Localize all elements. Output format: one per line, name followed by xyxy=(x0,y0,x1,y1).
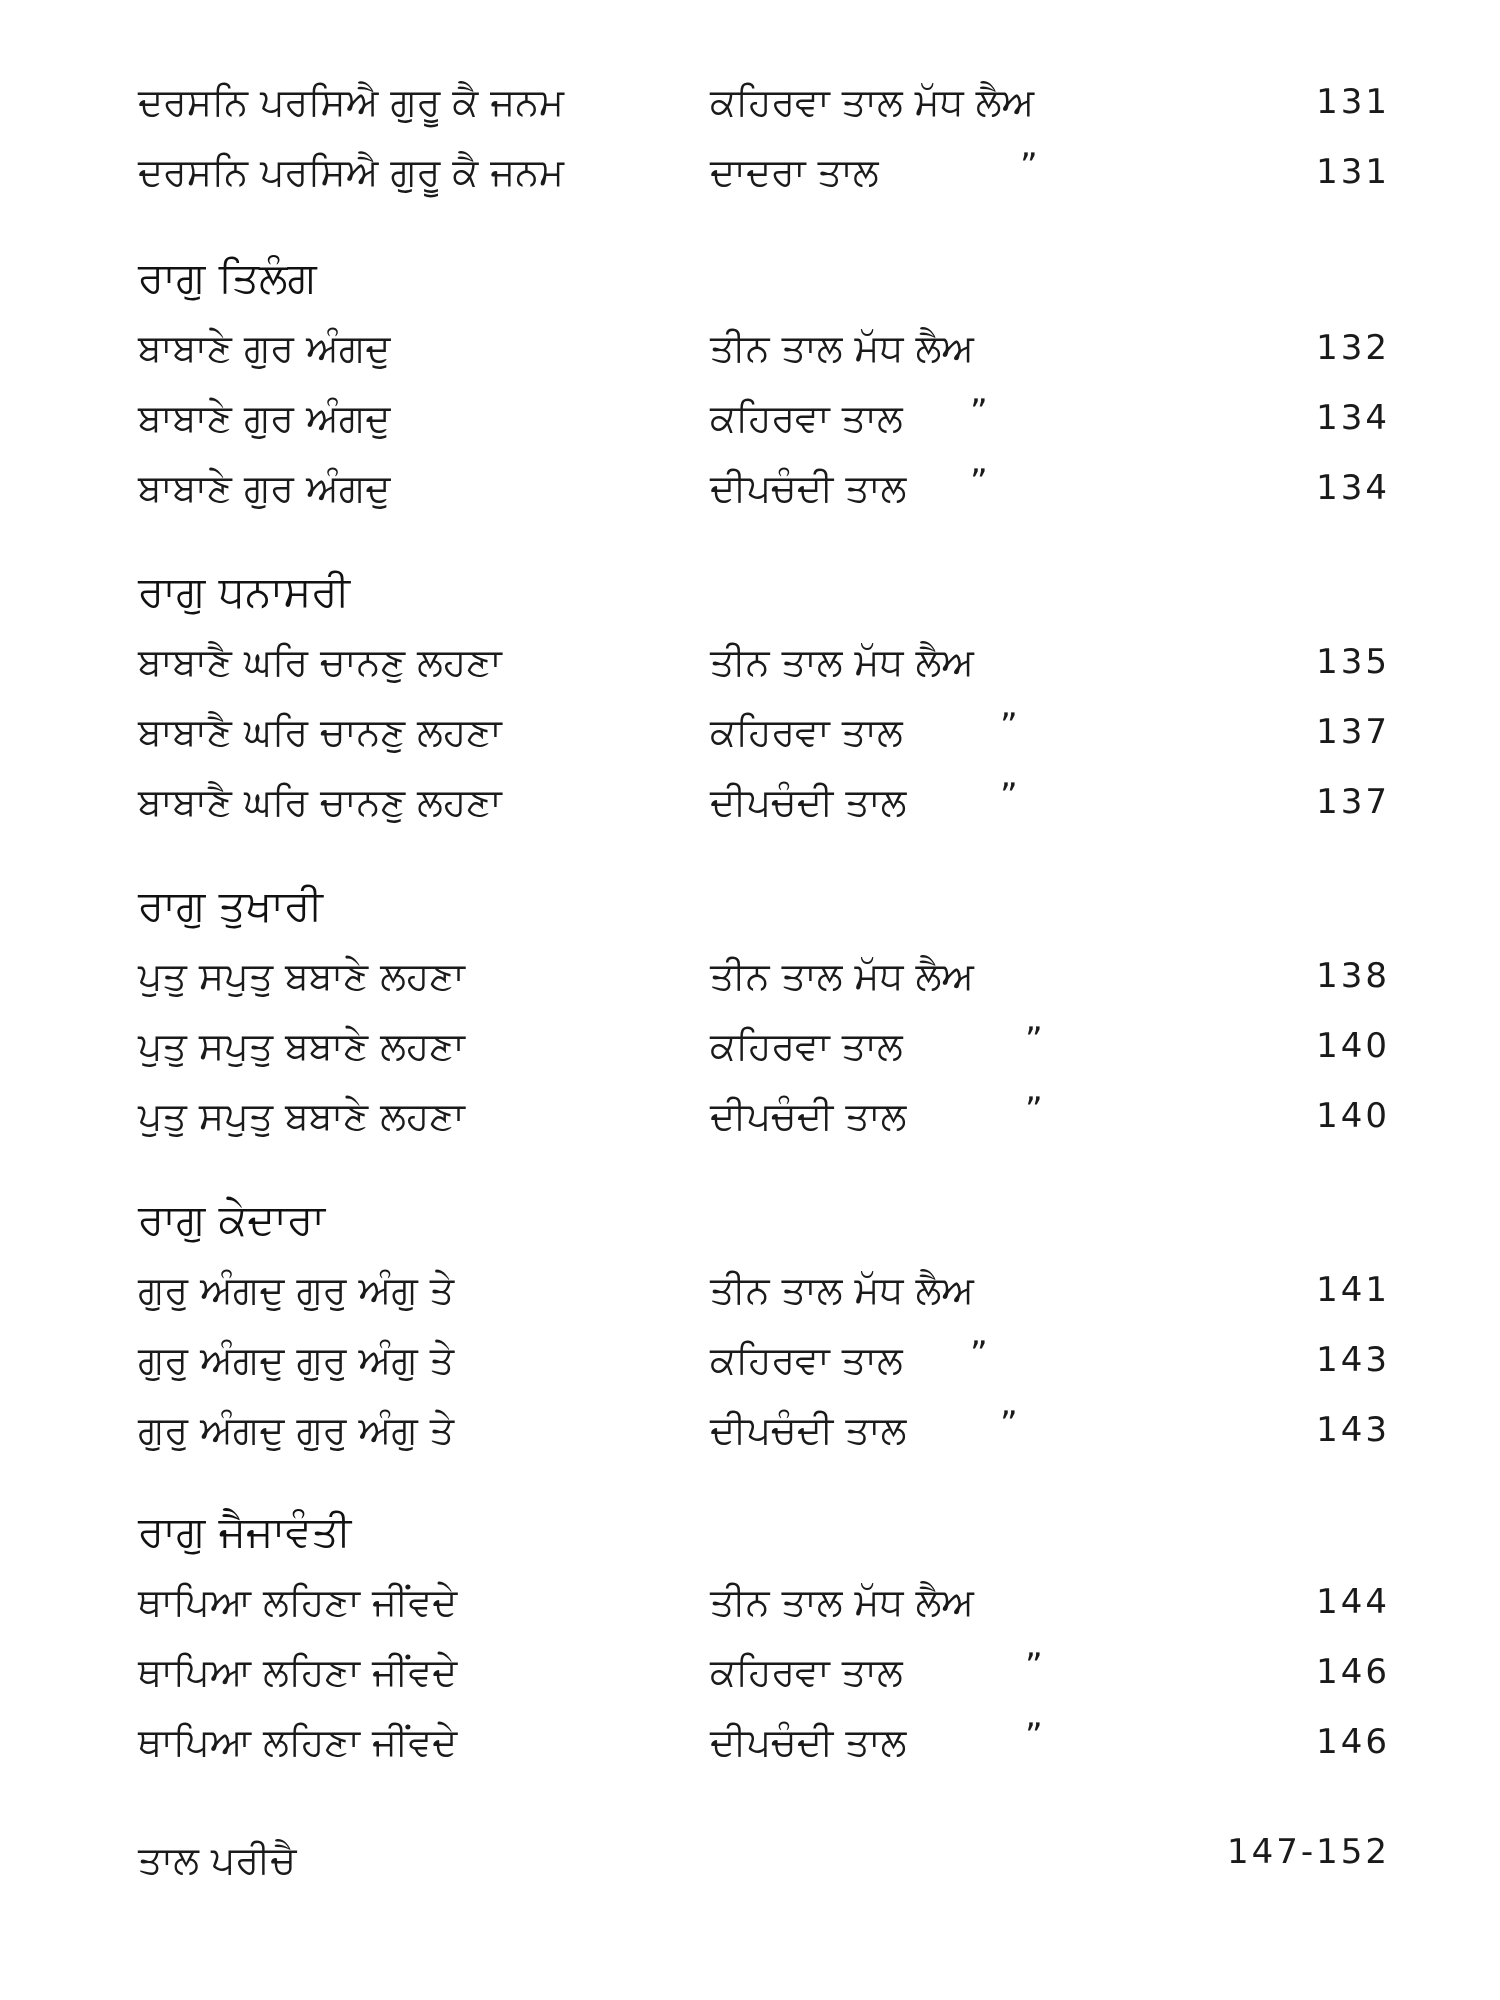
ditto-mark: ” xyxy=(1025,1646,1043,1686)
ditto-mark: ” xyxy=(1025,1716,1043,1756)
ditto-mark: ” xyxy=(970,392,988,432)
entry-page: 137 xyxy=(1316,782,1390,822)
entry-tal: ਕਹਿਰਵਾ ਤਾਲ xyxy=(710,1338,903,1382)
toc-entry xyxy=(0,1712,1500,1772)
entry-title: ਬਾਬਾਣੈ ਘਰਿ ਚਾਨਣੁ ਲਹਣਾ xyxy=(138,780,502,824)
entry-tal: ਕਹਿਰਵਾ ਤਾਲ xyxy=(710,396,903,440)
entry-tal: ਕਹਿਰਵਾ ਤਾਲ xyxy=(710,1024,903,1068)
entry-page: 143 xyxy=(1316,1340,1390,1380)
entry-tal: ਕਹਿਰਵਾ ਤਾਲ xyxy=(710,1650,903,1694)
entry-title: ਗੁਰੁ ਅੰਗਦੁ ਗੁਰੁ ਅੰਗੁ ਤੇ xyxy=(138,1338,455,1382)
footer-entry-pages: 147-152 xyxy=(1226,1832,1390,1872)
toc-entry xyxy=(0,1260,1500,1320)
entry-page: 146 xyxy=(1316,1722,1390,1762)
entry-page: 134 xyxy=(1316,468,1390,508)
section-heading-jaijawanti: ਰਾਗੁ ਜੈਜਾਵੰਤੀ xyxy=(138,1507,352,1556)
entry-title: ਥਾਪਿਆ ਲਹਿਣਾ ਜੀਂਵਦੇ xyxy=(138,1650,458,1694)
entry-page: 132 xyxy=(1316,328,1390,368)
toc-entry xyxy=(0,388,1500,448)
entry-title: ਦਰਸਨਿ ਪਰਸਿਐ ਗੁਰੂ ਕੈ ਜਨਮ xyxy=(138,80,564,124)
entry-tal: ਤੀਨ ਤਾਲ ਮੱਧ ਲੈਅ xyxy=(710,1580,974,1624)
toc-entry xyxy=(0,1400,1500,1460)
entry-page: 131 xyxy=(1316,82,1390,122)
entry-page: 140 xyxy=(1316,1026,1390,1066)
section-heading-kedara: ਰਾਗੁ ਕੇਦਾਰਾ xyxy=(138,1195,326,1244)
section-heading-tukhari: ਰਾਗੁ ਤੁਖਾਰੀ xyxy=(138,881,323,930)
toc-entry xyxy=(0,1642,1500,1702)
entry-title: ਬਾਬਾਣੇ ਗੁਰ ਅੰਗਦੁ xyxy=(138,396,391,440)
entry-title: ਦਰਸਨਿ ਪਰਸਿਐ ਗੁਰੂ ਕੈ ਜਨਮ xyxy=(138,150,564,194)
entry-page: 146 xyxy=(1316,1652,1390,1692)
entry-page: 143 xyxy=(1316,1410,1390,1450)
entry-tal: ਕਹਿਰਵਾ ਤਾਲ xyxy=(710,710,903,754)
entry-tal: ਕਹਿਰਵਾ ਤਾਲ ਮੱਧ ਲੈਅ xyxy=(710,80,1035,124)
entry-title: ਪੁਤੁ ਸਪੁਤੁ ਬਬਾਣੇ ਲਹਣਾ xyxy=(138,1024,465,1068)
entry-page: 141 xyxy=(1316,1270,1390,1310)
entry-title: ਥਾਪਿਆ ਲਹਿਣਾ ਜੀਂਵਦੇ xyxy=(138,1580,458,1624)
toc-entry xyxy=(0,702,1500,762)
entry-tal: ਤੀਨ ਤਾਲ ਮੱਧ ਲੈਅ xyxy=(710,326,974,370)
entry-title: ਬਾਬਾਣੈ ਘਰਿ ਚਾਨਣੁ ਲਹਣਾ xyxy=(138,710,502,754)
entry-title: ਗੁਰੁ ਅੰਗਦੁ ਗੁਰੁ ਅੰਗੁ ਤੇ xyxy=(138,1268,455,1312)
entry-title: ਪੁਤੁ ਸਪੁਤੁ ਬਬਾਣੇ ਲਹਣਾ xyxy=(138,1094,465,1138)
entry-page: 144 xyxy=(1316,1582,1390,1622)
toc-entry xyxy=(0,1330,1500,1390)
ditto-mark: ” xyxy=(1000,1404,1018,1444)
toc-entry xyxy=(0,772,1500,832)
section-heading-dhanasari: ਰਾਗੁ ਧਨਾਸਰੀ xyxy=(138,567,351,616)
toc-entry xyxy=(0,1016,1500,1076)
footer-entry-title: ਤਾਲ ਪਰੀਚੈ xyxy=(138,1838,297,1882)
entry-title: ਪੁਤੁ ਸਪੁਤੁ ਬਬਾਣੇ ਲਹਣਾ xyxy=(138,954,465,998)
entry-page: 131 xyxy=(1316,152,1390,192)
entry-title: ਬਾਬਾਣੇ ਗੁਰ ਅੰਗਦੁ xyxy=(138,326,391,370)
toc-entry xyxy=(0,1086,1500,1146)
entry-page: 140 xyxy=(1316,1096,1390,1136)
entry-tal: ਦੀਪਚੰਦੀ ਤਾਲ xyxy=(710,780,907,824)
entry-tal: ਦੀਪਚੰਦੀ ਤਾਲ xyxy=(710,1720,907,1764)
section-heading-tilang: ਰਾਗੁ ਤਿਲੰਗ xyxy=(138,253,317,302)
entry-tal: ਦੀਪਚੰਦੀ ਤਾਲ xyxy=(710,1094,907,1138)
toc-entry xyxy=(0,1572,1500,1632)
ditto-mark: ” xyxy=(1025,1090,1043,1130)
ditto-mark: ” xyxy=(1020,146,1038,186)
entry-page: 137 xyxy=(1316,712,1390,752)
ditto-mark: ” xyxy=(970,462,988,502)
entry-title: ਬਾਬਾਣੇ ਗੁਰ ਅੰਗਦੁ xyxy=(138,466,391,510)
entry-tal: ਤੀਨ ਤਾਲ ਮੱਧ ਲੈਅ xyxy=(710,954,974,998)
entry-page: 138 xyxy=(1316,956,1390,996)
toc-entry xyxy=(0,142,1500,202)
entry-tal: ਦਾਦਰਾ ਤਾਲ xyxy=(710,150,879,194)
ditto-mark: ” xyxy=(1025,1020,1043,1060)
entry-tal: ਦੀਪਚੰਦੀ ਤਾਲ xyxy=(710,1408,907,1452)
toc-entry xyxy=(0,72,1500,132)
toc-entry xyxy=(0,632,1500,692)
entry-tal: ਤੀਨ ਤਾਲ ਮੱਧ ਲੈਅ xyxy=(710,1268,974,1312)
toc-entry xyxy=(0,318,1500,378)
ditto-mark: ” xyxy=(1000,776,1018,816)
ditto-mark: ” xyxy=(1000,706,1018,746)
entry-tal: ਦੀਪਚੰਦੀ ਤਾਲ xyxy=(710,466,907,510)
toc-entry xyxy=(0,458,1500,518)
ditto-mark: ” xyxy=(970,1334,988,1374)
toc-entry xyxy=(0,946,1500,1006)
entry-page: 135 xyxy=(1316,642,1390,682)
entry-title: ਥਾਪਿਆ ਲਹਿਣਾ ਜੀਂਵਦੇ xyxy=(138,1720,458,1764)
entry-title: ਬਾਬਾਣੈ ਘਰਿ ਚਾਨਣੁ ਲਹਣਾ xyxy=(138,640,502,684)
entry-page: 134 xyxy=(1316,398,1390,438)
entry-title: ਗੁਰੁ ਅੰਗਦੁ ਗੁਰੁ ਅੰਗੁ ਤੇ xyxy=(138,1408,455,1452)
entry-tal: ਤੀਨ ਤਾਲ ਮੱਧ ਲੈਅ xyxy=(710,640,974,684)
